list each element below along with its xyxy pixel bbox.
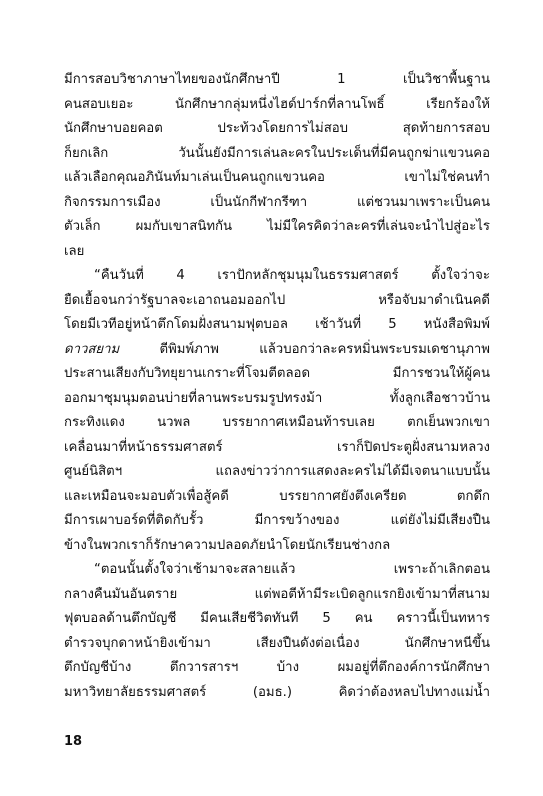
- text-line: ตึกบัญชีบ้าง ตึกวารสารฯ บ้าง ผมอยู่ที่ตึกองค์การนักศึกษา: [64, 660, 490, 675]
- text-line-with-newspaper-title: [64, 338, 490, 363]
- text-line: มหาวิทยาลัยธรรมศาสตร์ (อมธ.) คิดว่าต้องหลบไปทางแม่น้ำ: [64, 684, 490, 700]
- paragraph-first-line: “ตอนนั้นตั้งใจว่าเช้ามาจะสลายแล้ว เพราะถ้าเลิกตอน: [94, 562, 490, 577]
- text-line: ประสานเสียงกับวิทยุยานเกราะที่โจมตีตลอด มีการชวนให้ผู้คน: [64, 366, 490, 381]
- text-line: เคลื่อนมาที่หน้าธรรมศาสตร์ เราก็ปิดประตูฝั่งสนามหลวง: [64, 439, 490, 455]
- text-line: กระทิงแดง นวพล บรรยากาศเหมือนท้ารบเลย ตกเย็นพวกเขา: [64, 415, 490, 430]
- page-body: [64, 68, 490, 705]
- text-line: ฟุตบอลด้านตึกบัญชี มีคนเสียชีวิตทันที 5 คน คราวนี้เป็นทหาร: [64, 611, 490, 626]
- text-line: ก็ยกเลิก วันนั้นยังมีการเล่นละครในประเด็นที่มีคนถูกฆ่าแขวนคอ: [64, 145, 490, 161]
- text-line: คนสอบเยอะ นักศึกษากลุ่มหนึ่งไฮด์ปาร์กที่ลานโพธิ์ เรียกร้องให้: [64, 96, 490, 112]
- text-line: ตัวเล็ก ผมกับเขาสนิทกัน ไม่มีใครคิดว่าละครที่เล่นจะนำไปสู่อะไร: [64, 219, 490, 234]
- text-line: โดยมีเวทีอยู่หน้าตึกโดมฝั่งสนามฟุตบอล เช้าวันที่ 5 หนังสือพิมพ์: [64, 317, 490, 332]
- text-line: แล้วเลือกคุณอภินันท์มาเล่นเป็นคนถูกแขวนคอ เขาไม่ใช่คนทำ: [64, 170, 490, 185]
- newspaper-title: ดาวสยาม: [64, 341, 120, 357]
- text-line: ตำรวจบุกดาหน้ายิงเข้ามา เสียงปืนดังต่อเนื่อง นักศึกษาหนีขึ้น: [64, 635, 490, 651]
- text-fragment: ตีพิมพ์ภาพ แล้วบอกว่าละครหมิ่นพระบรมเดชานุภาพ: [119, 341, 490, 357]
- text-line: นักศึกษาบอยคอต ประท้วงโดยการไม่สอบ สุดท้ายการสอบ: [64, 121, 490, 136]
- text-line: มีการสอบวิชาภาษาไทยของนักศึกษาปี 1 เป็นวิชาพื้นฐาน: [64, 72, 490, 87]
- paragraph-first-line: “คืนวันที่ 4 เราปักหลักชุมนุมในธรรมศาสตร์ ตั้งใจว่าจะ: [94, 268, 490, 283]
- text-line: ข้างในพวกเราก็รักษาความปลอดภัยนำโดยนักเรียนช่างกล: [64, 537, 391, 553]
- page-number: 18: [64, 734, 83, 749]
- text-line: ศูนย์นิสิตฯ แถลงข่าวว่าการแสดงละครไม่ได้มีเจตนาแบบนั้น: [64, 464, 490, 479]
- text-line: กลางคืนมันอันตราย แต่พอตีห้ามีระเบิดลูกแรกยิงเข้ามาที่สนาม: [64, 586, 490, 602]
- text-line: ออกมาชุมนุมตอนบ่ายที่ลานพระบรมรูปทรงม้า ทั้งลูกเสือชาวบ้าน: [64, 390, 490, 406]
- text-line: และเหมือนจะมอบตัวเพื่อสู้คดี บรรยากาศยังตึงเครียด ตกดึก: [64, 488, 490, 504]
- text-line: ยืดเยื้อจนกว่ารัฐบาลจะเอาถนอมออกไป หรือจับมาดำเนินคดี: [64, 292, 490, 308]
- text-line: มีการเผาบอร์ดที่ติดกับรั้ว มีการขว้างของ แต่ยังไม่มีเสียงปืน: [64, 513, 490, 528]
- text-line: เลย: [64, 243, 85, 259]
- text-line: กิจกรรมการเมือง เป็นนักกีฬากรีฑา แต่ชวนมาเพราะเป็นคน: [64, 194, 490, 210]
